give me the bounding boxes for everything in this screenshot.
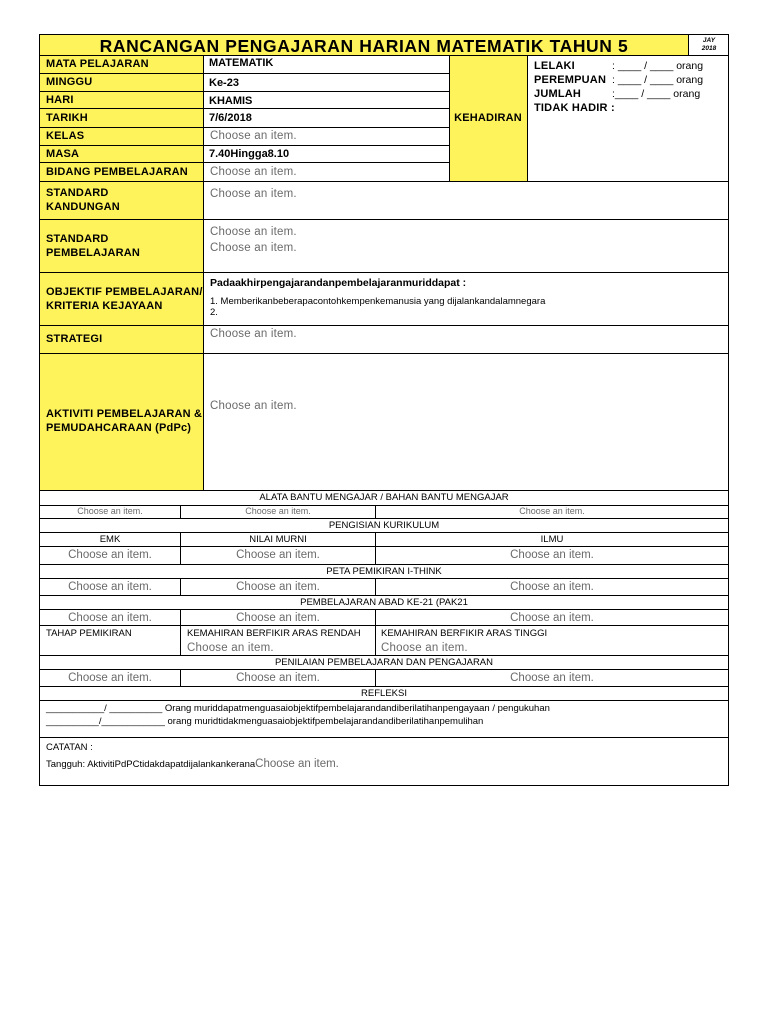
standard-pembelajaran-dropdown-1[interactable]: Choose an item. [210,226,297,238]
label-strategi: STRATEGI [46,333,103,345]
badge-jay: JAY [702,37,716,44]
label-masa: MASA [46,148,80,160]
label-objektif-2: KRITERIA KEJAYAAN [46,300,163,312]
label-kbar: KEMAHIRAN BERFIKIR ARAS RENDAH [187,628,361,639]
alat-bantu-dropdown-1[interactable]: Choose an item. [77,506,143,516]
aktiviti-dropdown[interactable]: Choose an item. [210,400,297,412]
label-minggu: MINGGU [46,76,93,88]
label-standard-pembelajaran-1: STANDARD [46,233,109,245]
abad21-dropdown-2[interactable]: Choose an item. [236,612,320,624]
label-aktiviti-2: PEMUDAHCARAAN (PdPc) [46,422,192,434]
tangguh-dropdown[interactable]: Choose an item. [255,758,339,770]
label-jumlah: JUMLAH [534,88,582,100]
kelas-dropdown[interactable]: Choose an item. [210,130,297,142]
value-jumlah: :____ / ____ orang [612,88,701,100]
label-objektif-1: OBJEKTIF PEMBELAJARAN/ [46,286,203,298]
label-aktiviti-1: AKTIVITI PEMBELAJARAN & [46,408,203,420]
value-masa: 7.40Hingga8.10 [209,148,290,160]
kbar-dropdown[interactable]: Choose an item. [187,642,274,654]
label-kbat: KEMAHIRAN BERFIKIR ARAS TINGGI [381,628,548,639]
label-standard-kandungan-1: STANDARD [46,187,109,199]
bidang-dropdown[interactable]: Choose an item. [210,166,297,178]
peta-dropdown-2[interactable]: Choose an item. [236,581,320,593]
refleksi-line-1: ___________/ __________ Orang muriddapatmenguasaiobjektifpembelajarandandiberilatihanpengayaan / pengukuhan [46,703,550,714]
strategi-dropdown[interactable]: Choose an item. [210,328,297,340]
alat-bantu-dropdown-3[interactable]: Choose an item. [519,506,585,516]
nilai-murni-dropdown[interactable]: Choose an item. [236,549,320,561]
label-lelaki: LELAKI [534,60,575,72]
penilaian-dropdown-1[interactable]: Choose an item. [68,672,152,684]
refleksi-line-2: __________/____________ orang muridtidakmenguasaiobjektifpembelajarandandiberilatihanpemulihan [46,716,484,727]
objektif-item-1: 1. Memberikanbeberapacontohkempenkemanusia yang dijalankandalamnegara [210,296,546,307]
value-lelaki: : ____ / ____ orang [612,60,704,72]
peta-dropdown-1[interactable]: Choose an item. [68,581,152,593]
label-kelas: KELAS [46,130,85,142]
emk-dropdown[interactable]: Choose an item. [68,549,152,561]
label-standard-kandungan-2: KANDUNGAN [46,201,120,213]
value-tarikh: 7/6/2018 [209,112,252,124]
label-bidang: BIDANG PEMBELAJARAN [46,166,188,178]
refleksi-heading: REFLEKSI [361,688,407,699]
objektif-heading: Padaakhirpengajarandanpembelajaranmuriddapat : [210,277,467,289]
badge-year: 2018 [701,45,717,52]
penilaian-dropdown-3[interactable]: Choose an item. [510,672,594,684]
pengisian-col-nilai: NILAI MURNI [249,534,307,545]
tangguh-text: Tangguh: AktivitiPdPCtidakdapatdijalankankerana [46,759,256,770]
penilaian-dropdown-2[interactable]: Choose an item. [236,672,320,684]
alat-bantu-dropdown-2[interactable]: Choose an item. [245,506,311,516]
peta-heading: PETA PEMIKIRAN I-THINK [326,566,442,577]
pengisian-col-emk: EMK [99,534,121,545]
label-kehadiran: KEHADIRAN [454,112,522,124]
label-hari: HARI [46,94,74,106]
kbat-dropdown[interactable]: Choose an item. [381,642,468,654]
objektif-item-2: 2. [210,307,218,318]
standard-pembelajaran-dropdown-2[interactable]: Choose an item. [210,242,297,254]
ilmu-dropdown[interactable]: Choose an item. [510,549,594,561]
value-hari: KHAMIS [209,95,253,107]
standard-kandungan-dropdown[interactable]: Choose an item. [210,188,297,200]
pengisian-col-ilmu: ILMU [540,534,564,545]
value-perempuan: : ____ / ____ orang [612,74,704,86]
page-title: RANCANGAN PENGAJARAN HARIAN MATEMATIK TAHUN 5 [99,36,629,56]
label-mata-pelajaran: MATA PELAJARAN [46,58,149,70]
label-tarikh: TARIKH [46,112,88,124]
alat-bantu-heading: ALATA BANTU MENGAJAR / BAHAN BANTU MENGAJAR [259,492,509,503]
pengisian-heading: PENGISIAN KURIKULUM [328,520,440,531]
label-perempuan: PEREMPUAN [534,74,607,86]
label-tidak-hadir: TIDAK HADIR : [534,102,615,114]
penilaian-heading: PENILAIAN PEMBELAJARAN DAN PENGAJARAN [274,657,494,668]
label-catatan: CATATAN : [46,742,93,753]
abad21-heading: PEMBELAJARAN ABAD KE-21 (PAK21 [300,597,468,608]
label-tahap-pemikiran: TAHAP PEMIKIRAN [46,628,132,639]
catatan-tangguh [46,758,339,771]
value-mata-pelajaran: MATEMATIK [209,57,274,69]
abad21-dropdown-3[interactable]: Choose an item. [510,612,594,624]
abad21-dropdown-1[interactable]: Choose an item. [68,612,152,624]
peta-dropdown-3[interactable]: Choose an item. [510,581,594,593]
value-minggu: Ke-23 [209,77,239,89]
label-standard-pembelajaran-2: PEMBELAJARAN [46,247,141,259]
